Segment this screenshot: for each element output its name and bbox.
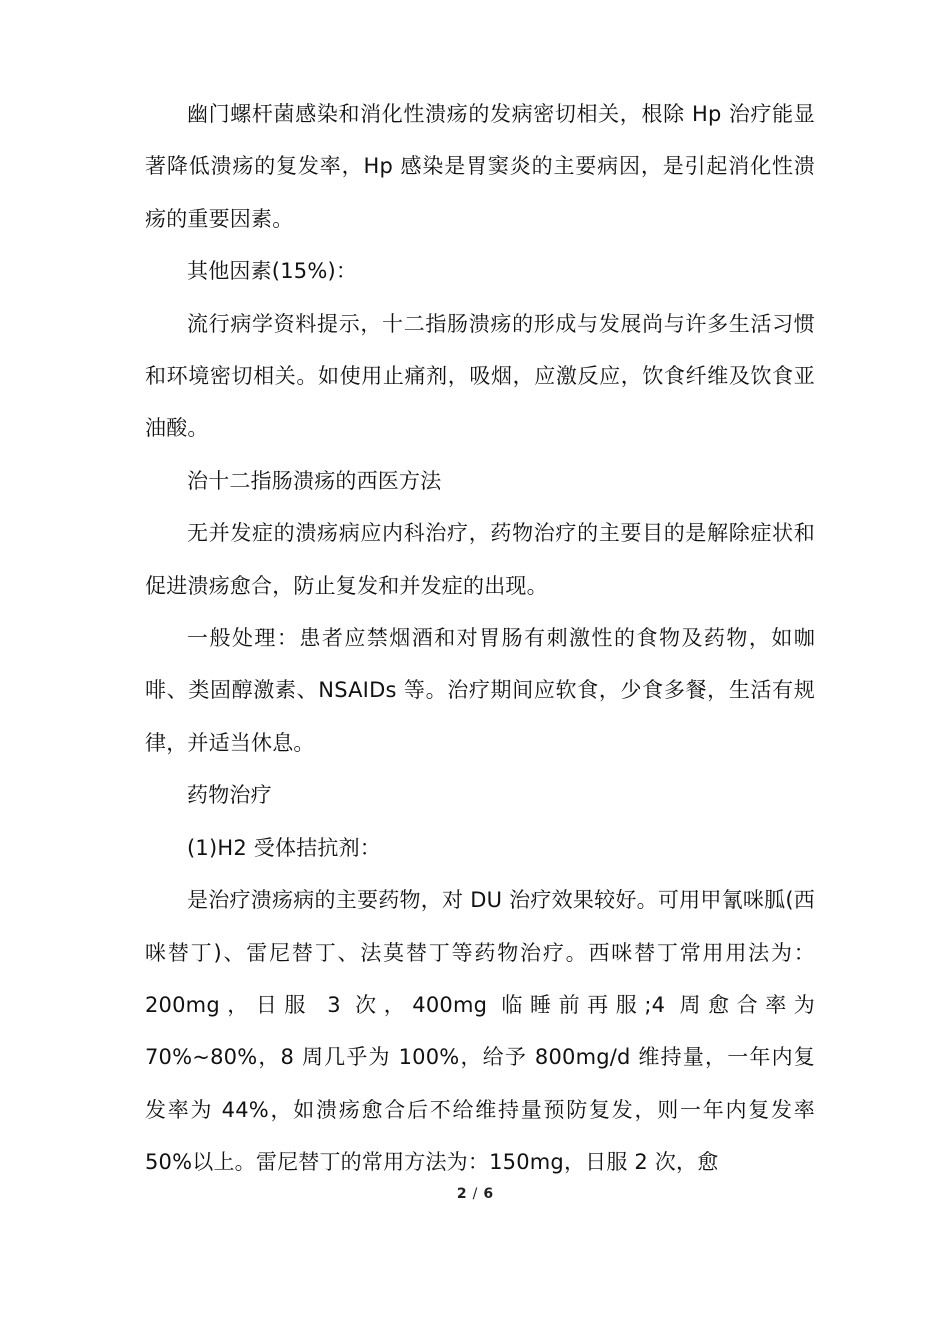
current-page-number: 2 [456, 1186, 467, 1202]
paragraph-drug-therapy-heading: 药物治疗 [187, 783, 272, 808]
page-number [0, 1186, 950, 1202]
paragraph-h2-antagonist-heading: (1)H2 受体拮抗剂： [187, 835, 381, 860]
page-separator: / [472, 1186, 478, 1202]
paragraph-h2-antagonist-details: 是治疗溃疡病的主要药物，对 DU 治疗效果较好。可用甲氰咪胍(西咪替丁)、雷尼替丁、法莫替丁等药物治疗。西咪替丁常用用法为： 200mg，日服 3 次，400mg 临睡前再服;4 周愈合率为 70%~80%，8 周几乎为 100%，给予 800mg/d 维持量，一年内复发率为 44%，如溃疡愈合后不给维持量预防复发，则一年内复发率 50%以上。雷尼替丁的常用方法为：150mg，日服 2 次，愈 [145, 888, 815, 1175]
paragraph-western-treatment-heading: 治十二指肠溃疡的西医方法 [187, 468, 442, 493]
paragraph-epidemiology: 流行病学资料提示，十二指肠溃疡的形成与发展尚与许多生活习惯和环境密切相关。如使用止痛剂，吸烟，应激反应，饮食纤维及饮食亚油酸。 [145, 311, 815, 441]
paragraph-hp-infection: 幽门螺杆菌感染和消化性溃疡的发病密切相关，根除 Hp 治疗能显著降低溃疡的复发率，Hp 感染是胃窦炎的主要病因，是引起消化性溃疡的重要因素。 [145, 102, 815, 231]
paragraph-other-factors-heading: 其他因素(15%)： [187, 259, 358, 284]
paragraph-general-care: 一般处理：患者应禁烟酒和对胃肠有刺激性的食物及药物，如咖啡、类固醇激素、NSAIDs 等。治疗期间应软食，少食多餐，生活有规律，并适当休息。 [145, 626, 815, 755]
document-body [145, 88, 815, 1189]
paragraph-internal-treatment: 无并发症的溃疡病应内科治疗，药物治疗的主要目的是解除症状和促进溃疡愈合，防止复发和并发症的出现。 [145, 521, 815, 598]
total-page-count: 6 [483, 1186, 494, 1202]
